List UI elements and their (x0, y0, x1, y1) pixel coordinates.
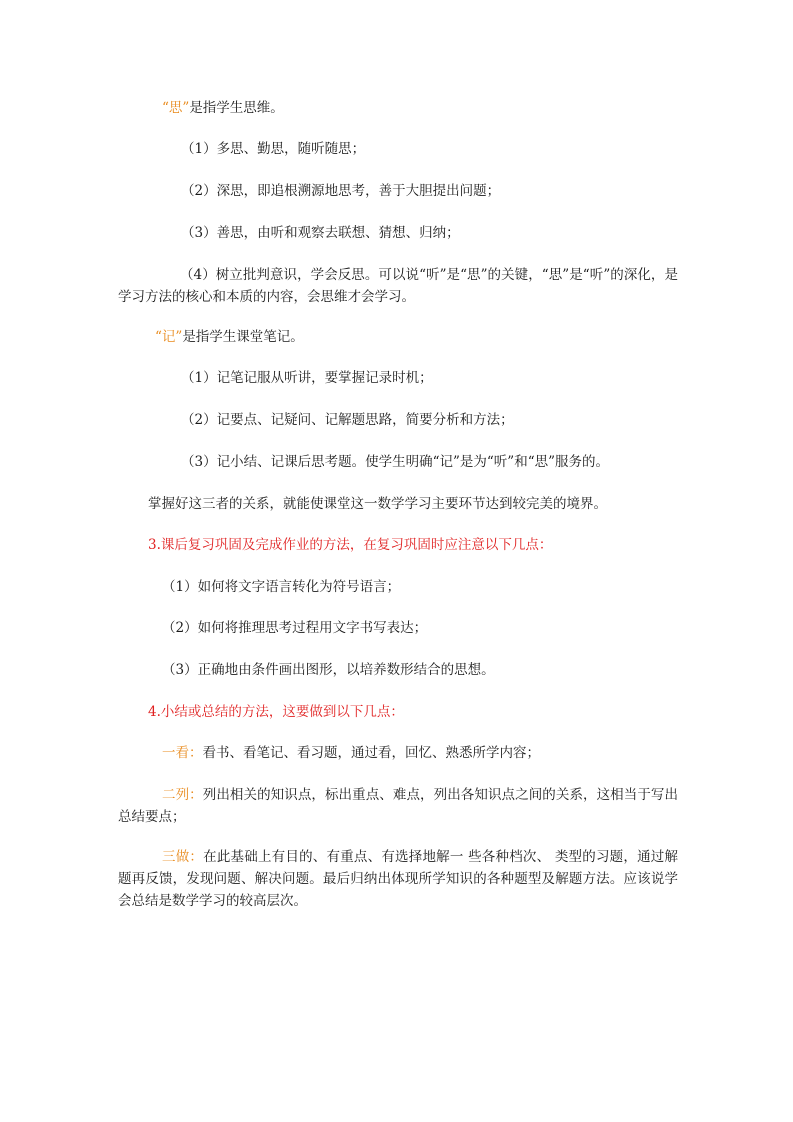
step-2-text: 列出相关的知识点，标出重点、难点，列出各知识点之间的关系，这相当于写出总结要点； (118, 787, 679, 825)
si-heading-term: “思” (162, 100, 190, 116)
section3-item-1: （1）如何将文字语言转化为符号语言； (162, 579, 401, 595)
si-heading-rest: 是指学生思维。 (189, 100, 284, 116)
si-item-1: （1）多思、勤思，随听随思； (181, 141, 366, 157)
section4-step-1 (162, 742, 540, 764)
ji-item-1: （1）记笔记服从听讲，要掌握记录时机； (181, 370, 433, 386)
ji-heading-rest: 是指学生课堂笔记。 (182, 329, 304, 345)
step-1-term: 一看： (162, 745, 203, 761)
ji-heading-term: “记” (155, 329, 183, 345)
section3-item-3: （3）正确地由条件画出图形，以培养数形结合的思想。 (162, 662, 495, 678)
step-2-term: 二列： (162, 787, 203, 803)
si-item-4: （4）树立批判意识，学会反思。可以说“听”是“思”的关键，“思”是“听”的深化，是学习方法的核心和本质的内容，会思维才会学习。 (118, 267, 678, 305)
step-3-term: 三做： (162, 849, 204, 865)
section4-step-3 (118, 846, 678, 912)
ji-item-3: （3）记小结、记课后思考题。使学生明确“记”是为“听”和“思”服务的。 (181, 454, 609, 470)
step-3-text: 在此基础上有目的、有重点、有选择地解一 些各种档次、 类型的习题，通过解题再反馈，发现问题、解决问题。最后归纳出体现所学知识的各种题型及解题方法。应该说学会总结是数学学习的较高层次。 (118, 849, 678, 909)
section4-heading: 4.小结或总结的方法，这要做到以下几点： (148, 704, 404, 720)
ji-heading (155, 326, 304, 348)
section3-item-2: （2）如何将推理思考过程用文字书写表达； (162, 620, 428, 636)
si-item-3: （3）善思，由听和观察去联想、猜想、归纳； (181, 225, 460, 241)
ji-item-2: （2）记要点、记疑问、记解题思路，简要分析和方法； (181, 412, 514, 428)
si-heading (162, 97, 284, 119)
step-1-text: 看书、看笔记、看习题，通过看，回忆、熟悉所学内容； (202, 745, 540, 761)
summary-line: 掌握好这三者的关系，就能使课堂这一数学学习主要环节达到较完美的境界。 (148, 496, 607, 512)
section4-step-2 (118, 784, 678, 828)
si-item-2: （2）深思，即追根溯源地思考，善于大胆提出问题； (181, 183, 501, 199)
section3-heading: 3.课后复习巩固及完成作业的方法，在复习巩固时应注意以下几点： (148, 537, 553, 553)
